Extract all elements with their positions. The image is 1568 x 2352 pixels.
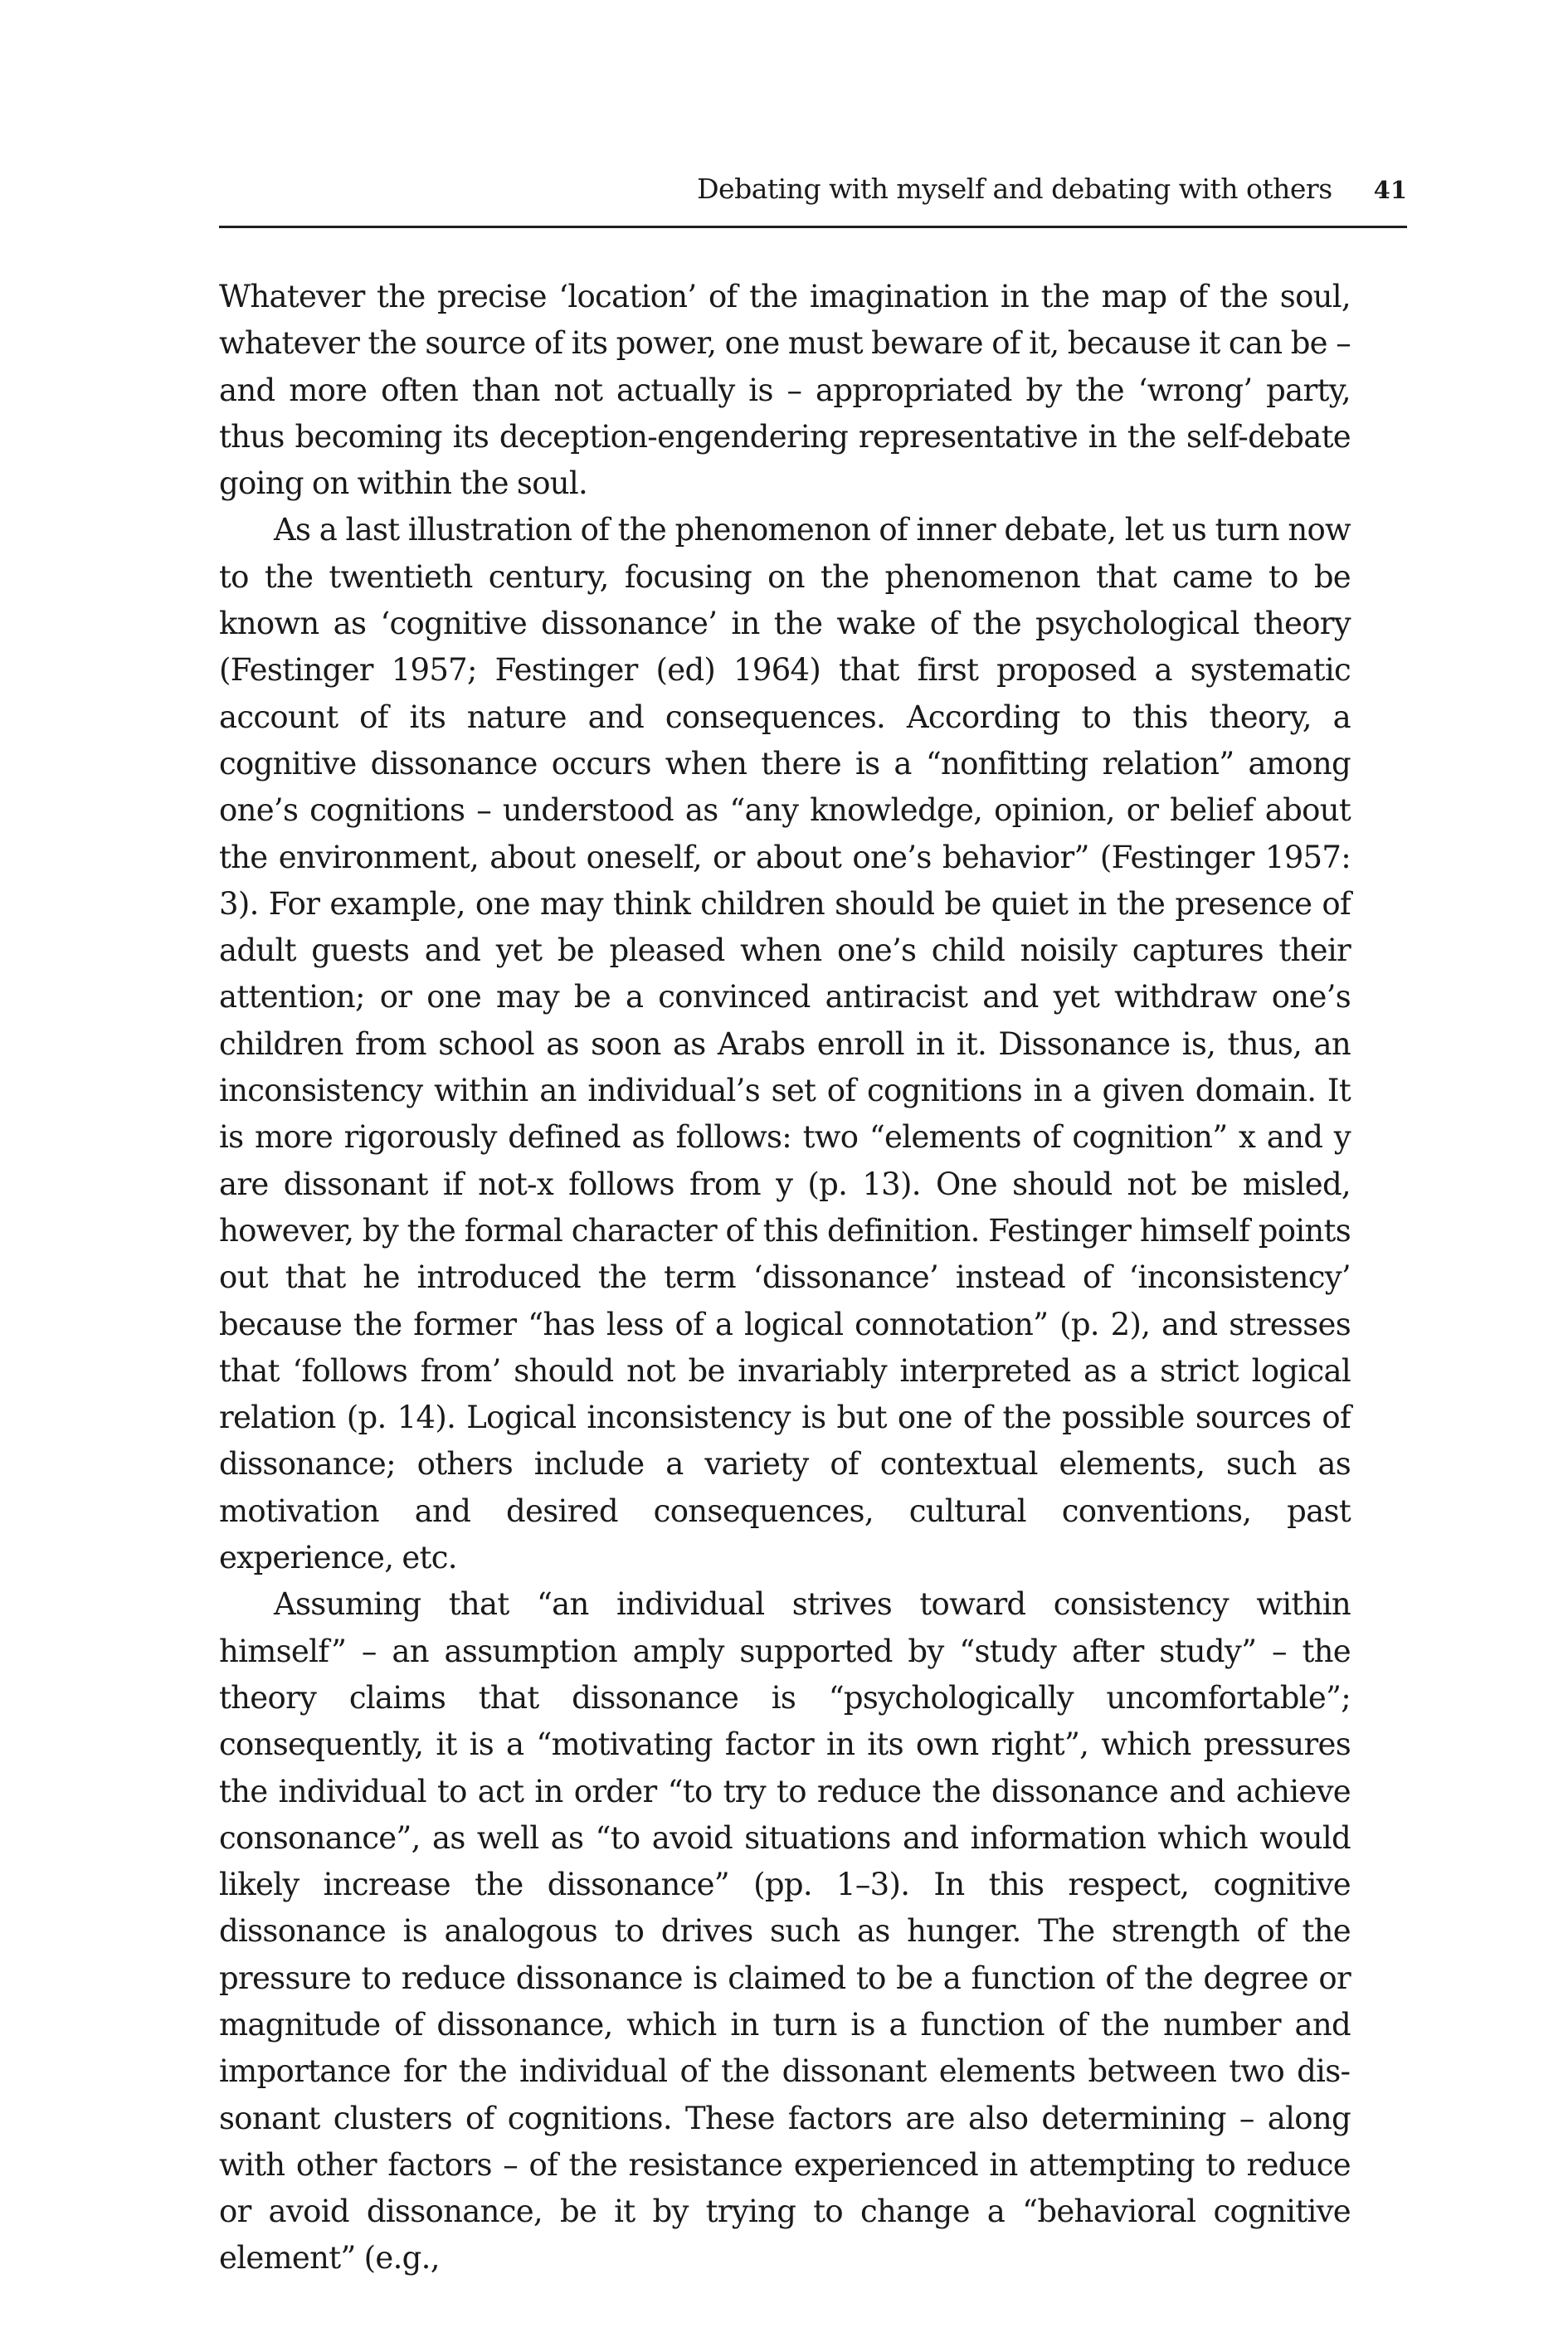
paragraph-1: Whatever the precise ‘location’ of the imagination in the map of the soul, whatever the source of its power, one must beware of it, because it can be – and more often than not actually is – appropriated by the ‘wrong’ party, thus becoming its deception-engendering representative in the self-debate going on within the soul. (219, 279, 1351, 502)
header-rule (219, 226, 1407, 228)
paragraph-2: As a last illustration of the phenomenon of inner debate, let us turn now to the twentieth century, focusing on the phenomenon that came to be known as ‘cognitive dissonance’ in the wake of the psychological theory (Festinger 1957; Festinger (ed) 1964) that first proposed a systematic account of its nature and consequences. According to this theory, a cognitive dissonance occurs when there is a “nonfitting relation” among one’s cognitions – understood as “any knowledge, opinion, or belief about the environment, about oneself, or about one’s behavior” (Festinger 1957: 3). For example, one may think children should be quiet in the presence of adult guests and yet be pleased when one’s child noisily captures their attention; or one may be a convinced antiracist and yet withdraw one’s children from school as soon as Arabs enroll in it. Dissonance is, thus, an inconsistency within an individual’s set of cognitions in a given domain. It is more rigorously defined as follows: two “elements of cognition” x and y are dissonant if not-x follows from y (p. 13). One should not be misled, however, by the formal character of this definition. Festinger himself points out that he introduced the term ‘dissonance’ instead of ‘inconsistency’ because the former “has less of a logical connotation” (p. 2), and stresses that ‘follows from’ should not be invariably interpreted as a strict logical relation (p. 14). Logical inconsistency is but one of the possible sources of dissonance; others include a variety of contextual elements, such as motivation and desired consequences, cultural conventions, past experience, etc. (219, 512, 1351, 1576)
running-header (219, 173, 1407, 222)
body-text (219, 274, 1351, 2282)
running-title: Debating with myself and debating with others (697, 173, 1332, 205)
page-number: 41 (1373, 176, 1407, 204)
paragraph-3: Assuming that “an individual strives toward consistency within himself” – an assumption amply supported by “study after study” – the theory claims that dissonance is “psychologically uncomfortable”; consequently, it is a “motivating factor in its own right”, which pressures the individual to act in order “to try to reduce the dissonance and achieve consonance”, as well as “to avoid situations and information which would likely increase the dissonance” (pp. 1–3). In this respect, cognitive dissonance is analogous to drives such as hunger. The strength of the pressure to reduce dissonance is claimed to be a function of the degree or magnitude of dissonance, which in turn is a function of the number and importance for the individual of the dissonant elements between two dissonant clusters of cognitions. These factors are also determining – along with other factors – of the resistance experienced in attempting to reduce or avoid dissonance, be it by trying to change a “behavioral cognitive element” (e.g., (219, 1586, 1351, 2277)
